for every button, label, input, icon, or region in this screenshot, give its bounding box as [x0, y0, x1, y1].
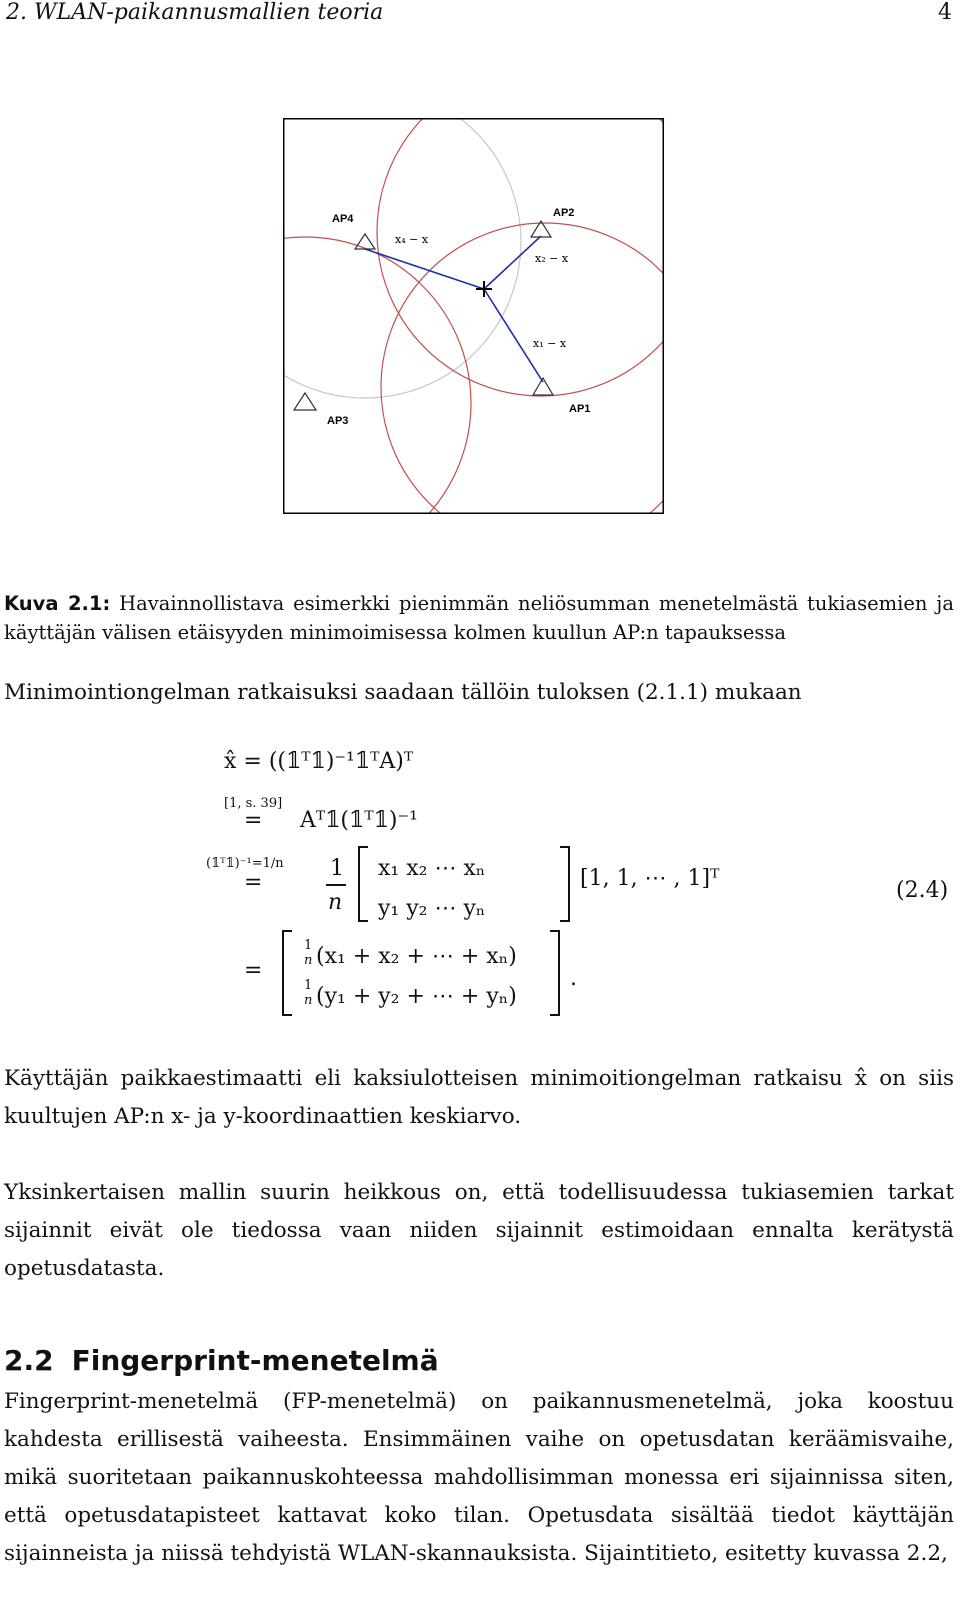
- ap1-label: AP1: [569, 403, 591, 415]
- vector-label-x4: x₄ − x: [395, 233, 429, 246]
- paragraph-weakness: Yksinkertaisen mallin suurin heikkous on, että todellisuudessa tukiasemien tarkat sijainnit eivät ole tiedossa vaan niiden sijainnit estimoidaan ennalta kerätystä opetusdatasta.: [4, 1180, 954, 1281]
- result-row-1-frac: 1 n: [304, 938, 313, 968]
- section-title: Fingerprint-menetelmä: [71, 1344, 439, 1377]
- vector-line-x4: [365, 249, 484, 289]
- ap3-triangle-icon: [294, 393, 316, 410]
- equals-sign-3: =: [244, 870, 263, 895]
- vector-line-x1: [484, 289, 543, 382]
- equation-cond-label: (𝟙ᵀ𝟙)⁻¹=1/n: [206, 856, 284, 871]
- matrix-right-bracket: [560, 846, 570, 922]
- intro-paragraph: Minimointiongelman ratkaisuksi saadaan tällöin tuloksen (2.1.1) mukaan: [4, 680, 802, 705]
- one-over-n-denominator: n: [328, 890, 343, 915]
- section-number: 2.2: [4, 1344, 54, 1377]
- page-header: [0, 0, 960, 30]
- ones-vector: [1, 1, ⋯ , 1]ᵀ: [580, 866, 720, 891]
- figure-caption: [4, 589, 954, 647]
- ap3-range-circle: [283, 237, 471, 514]
- section-heading: [4, 1344, 439, 1377]
- paragraph-estimate: Käyttäjän paikkaestimaatti eli kaksiulotteisen minimoitiongelman ratkaisu x̂ on siis kuultujen AP:n x- ja y-koordinaattien keskiarvo.: [4, 1066, 954, 1129]
- matrix-row-2: y₁ y₂ ⋯ yₙ: [378, 896, 486, 921]
- result-row-1: (x₁ + x₂ + ⋯ + xₙ): [316, 944, 517, 969]
- ap4-range-circle: [283, 118, 521, 398]
- result-row-2-frac: 1 n: [304, 978, 313, 1008]
- equation-number: (2.4): [896, 878, 949, 903]
- ap3-label: AP3: [327, 415, 349, 427]
- paragraph-fingerprint: Fingerprint-menetelmä (FP-menetelmä) on paikannusmenetelmä, joka koostuu kahdesta erillisestä vaiheesta. Ensimmäinen vaihe on opetusdatan keräämisvaihe, mikä suoritetaan paikannuskohteessa mahdollisimman monessa eri sijainnissa siten, että opetusdatapisteet kattavat koko tilan. Opetusdata sisältää tiedot käyttäjän sijainneista ja niissä tehdyistä WLAN-skannauksista. Sijaintitieto, esitetty kuvassa 2.2,: [4, 1389, 954, 1566]
- caption-text: Havainnollistava esimerkki pienimmän neliösumman menetelmästä tukiasemien ja käyttäjän välisen etäisyyden minimoimisessa kolmen kuullun AP:n tapauksessa: [4, 592, 954, 644]
- one-over-n-numerator: 1: [330, 856, 344, 881]
- matrix-row-1: x₁ x₂ ⋯ xₙ: [378, 856, 486, 881]
- result-left-bracket: [282, 930, 292, 1016]
- page-number: 4: [938, 0, 952, 25]
- caption-label: Kuva 2.1:: [4, 592, 111, 615]
- ap4-label: AP4: [332, 213, 354, 225]
- result-row-2: (y₁ + y₂ + ⋯ + yₙ): [316, 984, 517, 1009]
- fraction-bar: [326, 884, 346, 886]
- ap2-label: AP2: [553, 207, 575, 219]
- equation-line-1: x̂ = ((𝟙ᵀ𝟙)⁻¹𝟙ᵀA)ᵀ: [224, 749, 414, 774]
- wlan-trilateration-figure: [283, 118, 664, 514]
- equation-period: .: [570, 966, 577, 991]
- vector-label-x1: x₁ − x: [533, 337, 567, 350]
- equals-sign-2: =: [244, 808, 263, 833]
- ap1-range-circle: [381, 223, 664, 514]
- vector-label-x2: x₂ − x: [535, 252, 569, 265]
- equation-line-2: Aᵀ𝟙(𝟙ᵀ𝟙)⁻¹: [300, 808, 418, 833]
- equation-ref-label: [1, s. 39]: [224, 796, 283, 811]
- ap4-triangle-icon: [355, 234, 375, 249]
- equals-sign-4: =: [244, 958, 263, 983]
- result-right-bracket: [550, 930, 560, 1016]
- running-title: 2. WLAN-paikannusmallien teoria: [6, 0, 384, 25]
- vector-line-x2: [484, 236, 541, 289]
- matrix-left-bracket: [358, 846, 368, 922]
- figure-frame: [284, 119, 664, 514]
